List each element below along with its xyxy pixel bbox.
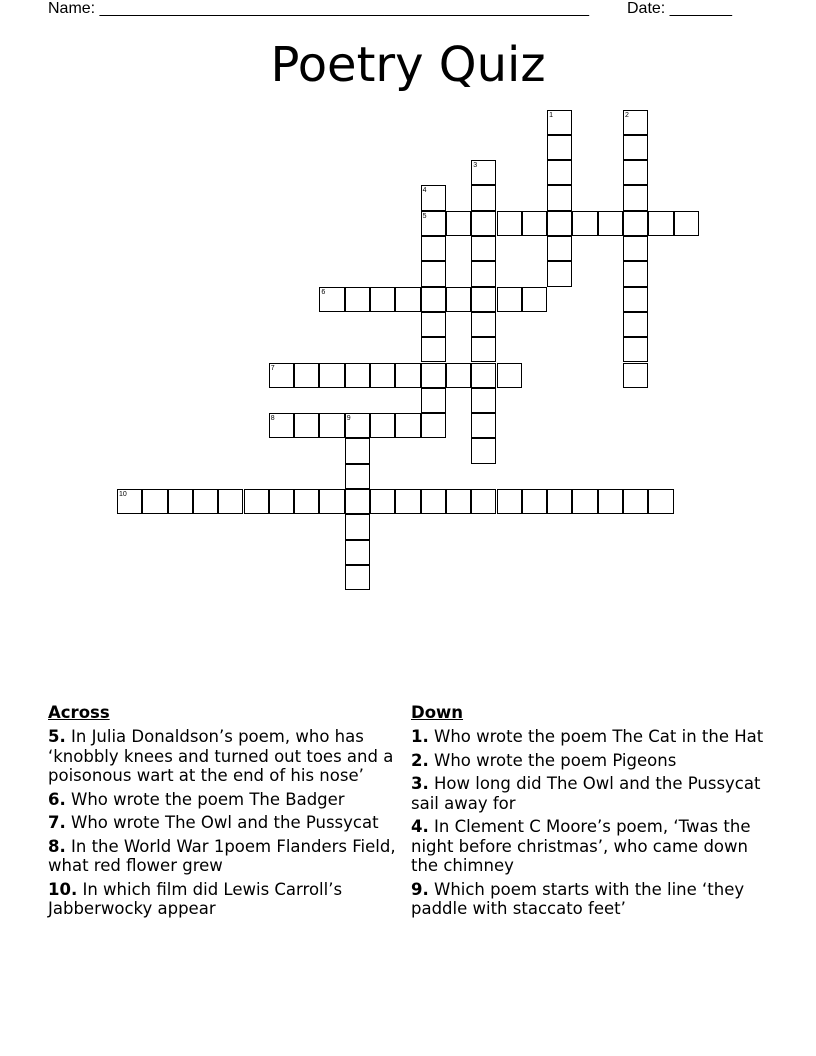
crossword-cell[interactable] — [471, 388, 496, 413]
crossword-cell[interactable] — [370, 287, 395, 312]
clue-text: In Clement C Moore’s poem, ‘Twas the night before christmas’, who came down the chimney — [411, 817, 751, 875]
crossword-cell[interactable] — [471, 287, 496, 312]
crossword-cell[interactable] — [421, 363, 446, 388]
across-heading: Across — [48, 703, 110, 722]
crossword-cell[interactable] — [319, 489, 344, 514]
crossword-cell[interactable] — [497, 211, 522, 236]
crossword-cell[interactable] — [269, 489, 294, 514]
crossword-cell[interactable] — [168, 489, 193, 514]
crossword-cell[interactable] — [294, 413, 319, 438]
crossword-cell[interactable] — [471, 312, 496, 337]
crossword-cell[interactable] — [421, 337, 446, 362]
crossword-cell[interactable] — [142, 489, 167, 514]
crossword-cell[interactable] — [421, 489, 446, 514]
crossword-cell[interactable] — [421, 312, 446, 337]
down-heading: Down — [411, 703, 464, 722]
clue-text: In the World War 1poem Flanders Field, what red flower grew — [48, 836, 396, 875]
clue-number-label: 9 — [346, 415, 351, 423]
crossword-cell[interactable] — [370, 413, 395, 438]
crossword-cell[interactable] — [395, 489, 420, 514]
clue-across-10 — [48, 880, 404, 919]
crossword-cell[interactable] — [471, 185, 496, 210]
crossword-cell[interactable] — [623, 312, 648, 337]
clue-text: Who wrote The Owl and the Pussycat — [71, 813, 379, 832]
clue-down-3 — [411, 774, 771, 813]
crossword-cell[interactable] — [471, 337, 496, 362]
crossword-cell[interactable] — [623, 135, 648, 160]
clue-number: 10. — [48, 879, 78, 899]
crossword-cell[interactable] — [319, 363, 344, 388]
crossword-cell[interactable] — [345, 363, 370, 388]
crossword-cell[interactable] — [522, 211, 547, 236]
clue-number: 6. — [48, 789, 66, 809]
crossword-cell[interactable] — [623, 261, 648, 286]
crossword-cell[interactable] — [421, 236, 446, 261]
clue-across-5 — [48, 727, 404, 786]
crossword-cell[interactable] — [522, 287, 547, 312]
crossword-cell[interactable] — [547, 185, 572, 210]
clue-down-2 — [411, 751, 771, 771]
clue-number-label: 7 — [270, 364, 275, 372]
clue-number: 7. — [48, 813, 66, 832]
crossword-cell[interactable] — [370, 363, 395, 388]
crossword-cell[interactable] — [623, 363, 648, 388]
clue-number-label: 1 — [549, 111, 553, 119]
crossword-cell[interactable] — [370, 489, 395, 514]
clue-number: 4. — [411, 817, 429, 836]
crossword-cell[interactable] — [471, 211, 496, 236]
clue-down-4 — [411, 817, 771, 876]
crossword-cell[interactable] — [446, 287, 471, 312]
crossword-cell[interactable] — [446, 211, 471, 236]
clue-number-label: 5 — [422, 212, 427, 220]
crossword-cell[interactable] — [421, 287, 446, 312]
clue-number: 1. — [411, 727, 429, 746]
crossword-cell[interactable] — [547, 211, 572, 236]
clue-number: 9. — [411, 879, 429, 899]
crossword-cell[interactable] — [395, 363, 420, 388]
clue-number-label: 4 — [422, 187, 427, 195]
crossword-cell[interactable] — [345, 540, 370, 565]
crossword-cell[interactable] — [421, 413, 446, 438]
clue-number-label: 8 — [270, 415, 275, 423]
crossword-cell[interactable] — [471, 489, 496, 514]
crossword-cell[interactable] — [244, 489, 269, 514]
crossword-cell[interactable] — [471, 413, 496, 438]
crossword-cell[interactable] — [547, 489, 572, 514]
crossword-cell[interactable] — [193, 489, 218, 514]
crossword-cell[interactable] — [421, 261, 446, 286]
clue-number: 8. — [48, 836, 66, 856]
crossword-cell[interactable] — [294, 363, 319, 388]
clue-number: 2. — [411, 750, 429, 770]
clue-text: Who wrote the poem The Cat in the Hat — [434, 727, 764, 746]
clue-number: 5. — [48, 727, 66, 746]
crossword-cell[interactable] — [623, 236, 648, 261]
crossword-cell[interactable] — [572, 489, 597, 514]
date-field-label[interactable]: Date: _______ — [627, 0, 732, 17]
crossword-cell[interactable] — [648, 489, 673, 514]
crossword-cell[interactable] — [471, 236, 496, 261]
name-field-label[interactable]: Name: _______________________________________________________ — [48, 0, 589, 17]
crossword-cell[interactable] — [674, 211, 699, 236]
crossword-cell[interactable] — [471, 363, 496, 388]
crossword-cell[interactable] — [294, 489, 319, 514]
clue-number-label: 6 — [321, 288, 326, 296]
clue-text: Which poem starts with the line ‘they paddle with staccato feet’ — [411, 879, 745, 918]
crossword-cell[interactable] — [547, 135, 572, 160]
crossword-cell[interactable] — [345, 287, 370, 312]
crossword-cell[interactable] — [471, 438, 496, 463]
crossword-cell[interactable] — [497, 363, 522, 388]
clue-text: In Julia Donaldson’s poem, who has ‘knobbly knees and turned out toes and a poisonous wart at the end of his nose’ — [48, 727, 394, 785]
crossword-cell[interactable] — [345, 489, 370, 514]
clue-across-6 — [48, 790, 404, 810]
crossword-cell[interactable] — [395, 413, 420, 438]
clue-text: How long did The Owl and the Pussycat sail away for — [411, 774, 761, 813]
across-clues — [48, 703, 404, 923]
crossword-cell[interactable] — [623, 211, 648, 236]
crossword-cell[interactable] — [345, 464, 370, 489]
down-clues — [411, 703, 771, 923]
crossword-cell[interactable] — [446, 363, 471, 388]
crossword-cell[interactable] — [623, 185, 648, 210]
crossword-cell[interactable] — [547, 236, 572, 261]
clue-down-9 — [411, 880, 771, 919]
crossword-cell[interactable] — [218, 489, 243, 514]
crossword-cell[interactable] — [598, 489, 623, 514]
crossword-cell[interactable] — [623, 287, 648, 312]
crossword-cell[interactable] — [623, 337, 648, 362]
crossword-cell[interactable] — [623, 160, 648, 185]
crossword-cell[interactable] — [471, 261, 496, 286]
crossword-cell[interactable] — [421, 388, 446, 413]
crossword-cell[interactable] — [547, 261, 572, 286]
crossword-cell[interactable] — [319, 413, 344, 438]
clue-number-label: 3 — [473, 162, 478, 170]
crossword-cell[interactable] — [345, 438, 370, 463]
crossword-cell[interactable] — [547, 160, 572, 185]
clue-text: Who wrote the poem Pigeons — [434, 750, 677, 770]
crossword-cell[interactable] — [623, 489, 648, 514]
crossword-cell[interactable] — [648, 211, 673, 236]
clue-across-8 — [48, 837, 404, 876]
crossword-cell[interactable] — [395, 287, 420, 312]
crossword-cell[interactable] — [522, 489, 547, 514]
clue-down-1 — [411, 727, 771, 747]
crossword-cell[interactable] — [598, 211, 623, 236]
crossword-cell[interactable] — [572, 211, 597, 236]
clue-number-label: 2 — [625, 111, 629, 119]
crossword-cell[interactable] — [446, 489, 471, 514]
crossword-cell[interactable] — [345, 565, 370, 590]
crossword-cell[interactable] — [345, 514, 370, 539]
clue-number: 3. — [411, 774, 429, 793]
clue-text: In which film did Lewis Carroll’s Jabberwocky appear — [48, 879, 343, 918]
clue-text: Who wrote the poem The Badger — [71, 789, 345, 809]
clue-number-label: 10 — [119, 491, 127, 498]
page-title: Poetry Quiz — [270, 37, 546, 93]
clue-across-7 — [48, 813, 404, 833]
crossword-cell[interactable] — [497, 489, 522, 514]
crossword-cell[interactable] — [497, 287, 522, 312]
